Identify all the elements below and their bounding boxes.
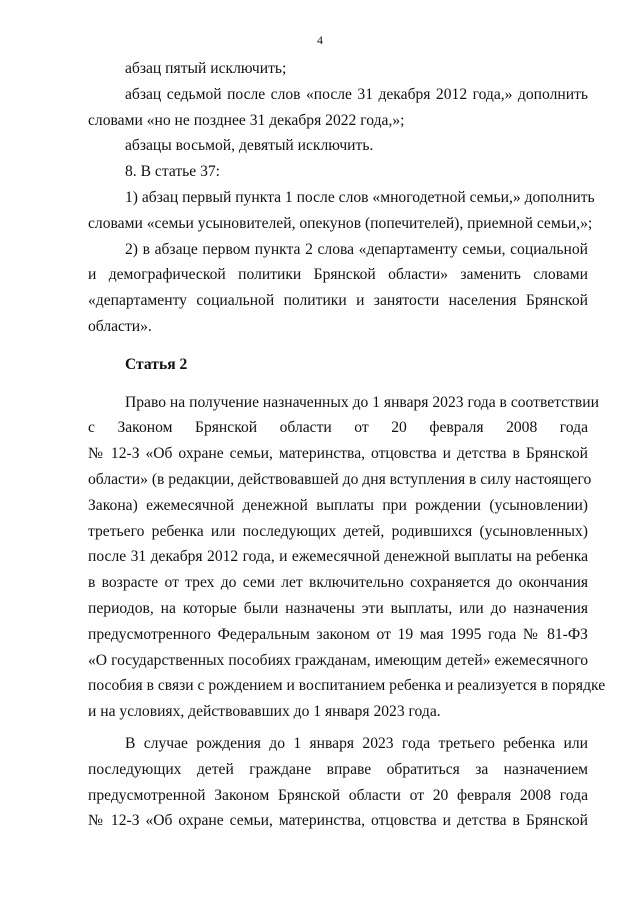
text-line: и на условиях, действовавших до 1 января 2023 года. xyxy=(88,703,441,721)
text-line: абзац пятый исключить; xyxy=(125,60,287,77)
text-line: № 12-З «Об охране семьи, материнства, отцовства и детства в Брянской xyxy=(88,812,588,830)
paragraph-8 xyxy=(88,731,588,834)
paragraph-5 xyxy=(88,185,595,237)
text-line: с Законом Брянской области от 20 февраля 2008 года xyxy=(88,419,588,437)
text-line: словами «но не позднее 31 декабря 2022 года,»; xyxy=(88,111,405,129)
text-line: после 31 декабря 2012 года, и ежемесячной денежной выплаты на ребенка xyxy=(88,548,588,566)
paragraph-2 xyxy=(88,82,588,134)
text-line: области». xyxy=(88,317,152,335)
text-line: периодов, на которые были назначены эти выплаты, или до назначения xyxy=(88,599,588,617)
text-line: № 12-З «Об охране семьи, материнства, отцовства и детства в Брянской xyxy=(88,445,588,463)
paragraph-4 xyxy=(88,159,588,185)
text-line: области» (в редакции, действовавшей до дня вступления в силу настоящего xyxy=(88,470,592,488)
text-line: последующих детей граждане вправе обратиться за назначением xyxy=(88,760,588,778)
text-line: «департаменту социальной политики и занятости населения Брянской xyxy=(88,292,588,310)
text-line: предусмотренной Законом Брянской области от 20 февраля 2008 года xyxy=(88,786,588,804)
text-line: словами «семьи усыновителей, опекунов (попечителей), приемной семьи,»; xyxy=(88,214,593,232)
paragraph-3 xyxy=(88,133,588,159)
text-line: в возрасте от трех до семи лет включительно сохраняется до окончания xyxy=(88,574,588,592)
article-heading: Статья 2 xyxy=(125,355,188,373)
page-number: 4 xyxy=(317,33,323,47)
text-line: абзацы восьмой, девятый исключить. xyxy=(125,137,374,155)
paragraph-1 xyxy=(88,56,588,82)
document-body xyxy=(88,56,606,834)
text-line: абзац седьмой после слов «после 31 декабря 2012 года,» дополнить xyxy=(125,85,588,103)
text-line: пособия в связи с рождением и воспитанием ребенка и реализуется в порядке xyxy=(88,677,606,695)
text-line: В случае рождения до 1 января 2023 года третьего ребенка или xyxy=(125,734,588,752)
text-line: Право на получение назначенных до 1 января 2023 года в соответствии xyxy=(125,393,599,411)
text-line: и демографической политики Брянской области» заменить словами xyxy=(88,266,588,284)
text-line: Закона) ежемесячной денежной выплаты при рождении (усыновлении) xyxy=(88,496,588,514)
text-line: предусмотренного Федеральным законом от 19 мая 1995 года № 81-ФЗ xyxy=(88,625,588,643)
text-line: 1) абзац первый пункта 1 после слов «многодетной семьи,» дополнить xyxy=(125,188,595,206)
paragraph-6 xyxy=(88,237,588,340)
text-line: 8. В статье 37: xyxy=(125,163,221,181)
text-line: 2) в абзаце первом пункта 2 слова «департаменту семьи, социальной xyxy=(125,240,588,258)
paragraph-7 xyxy=(88,390,606,725)
text-line: «О государственных пособиях гражданам, имеющим детей» ежемесячного xyxy=(88,651,588,669)
text-line: третьего ребенка или последующих детей, родившихся (усыновленных) xyxy=(88,522,588,540)
